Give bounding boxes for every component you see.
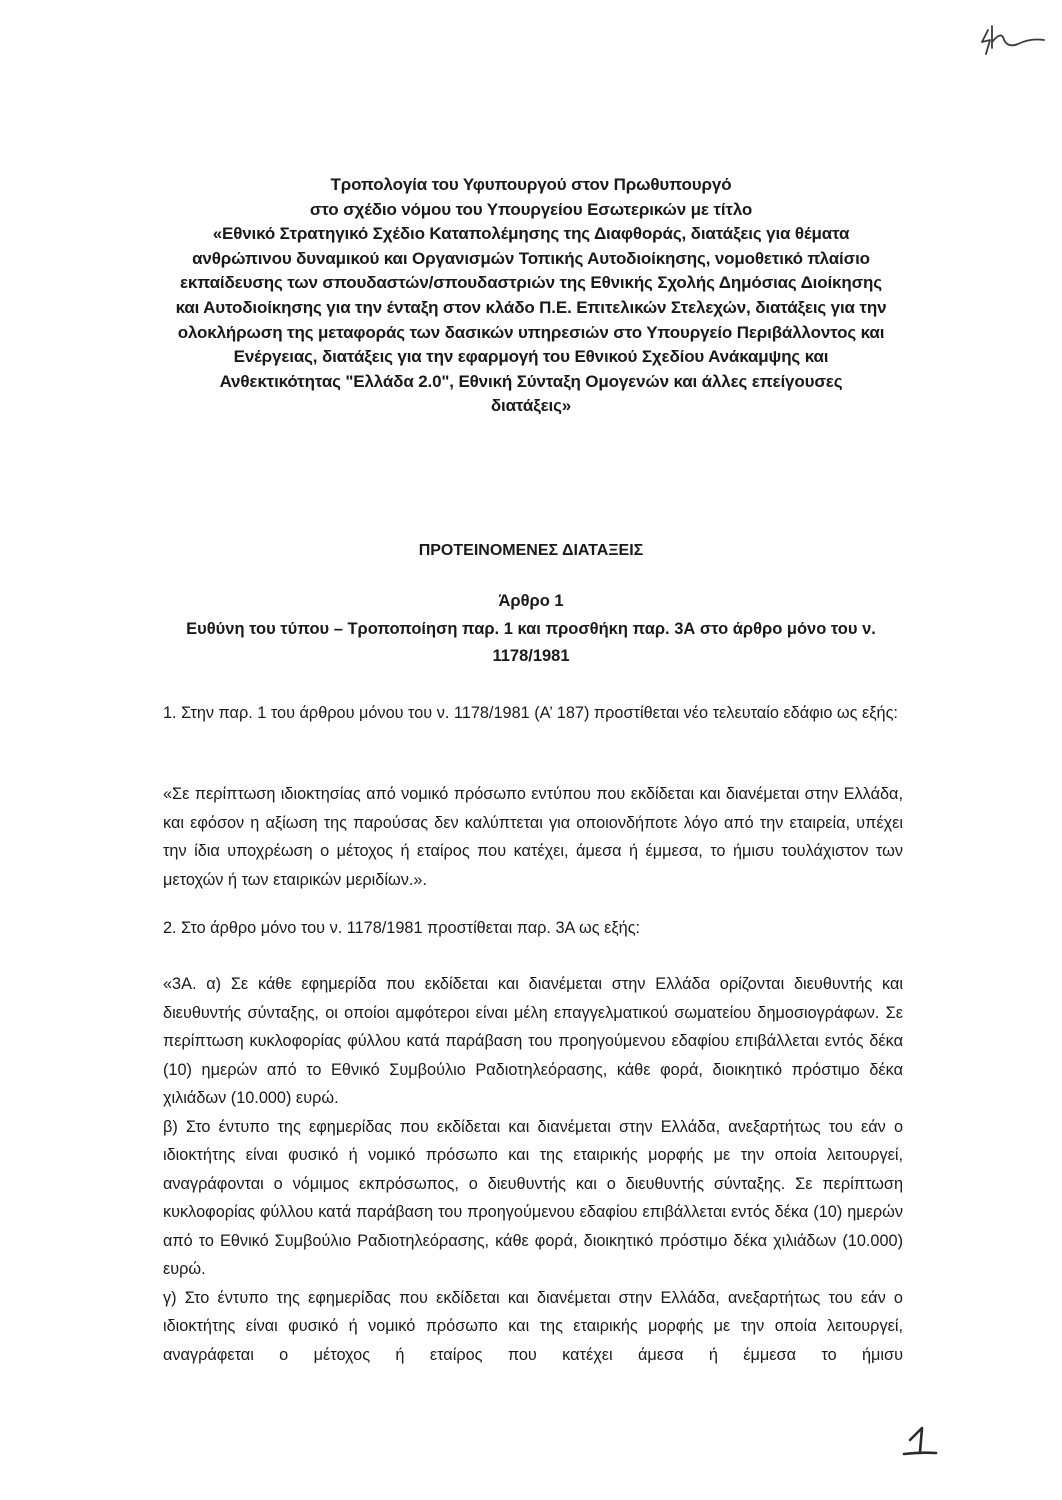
article-number: Άρθρο 1 — [498, 592, 564, 610]
title-line: διατάξεις» — [490, 396, 572, 416]
title-line: Ενέργειας, διατάξεις για την εφαρμογή του Εθνικού Σχεδίου Ανάκαμψης και — [233, 347, 829, 367]
paragraph-1: 1. Στην παρ. 1 του άρθρου μόνου του ν. 1178/1981 (Α’ 187) προστίθεται νέο τελευταίο εδάφιο ως εξής: — [163, 704, 898, 722]
handwritten-page-number-icon — [900, 1418, 950, 1460]
handwritten-initials-icon — [978, 18, 1048, 58]
title-line: στο σχέδιο νόμου του Υπουργείου Εσωτερικών με τίτλο — [309, 199, 753, 219]
title-line: Τροπολογία του Υφυπουργού στον Πρωθυπουργό — [330, 175, 732, 194]
paragraph-3a-gamma: γ) Στο έντυπο της εφημερίδας που εκδίδεται και διανέμεται στην Ελλάδα, ανεξαρτήτως του εάν ο ιδιοκτήτης είναι φυσικό ή νομικό πρόσωπο και της εταιρικής μορφής με την οποία λειτουργεί, αναγράφεται ο μέτοχος ή εταίρος που κατέχει άμεσα ή έμμεσα το ήμισυ — [163, 1288, 903, 1364]
article-title-line: Ευθύνη του τύπου – Τροποποίηση παρ. 1 και προσθήκη παρ. 3Α στο άρθρο μόνο του ν. — [186, 620, 876, 638]
title-line: ανθρώπινου δυναμικού και Οργανισμών Τοπικής Αυτοδιοίκησης, νομοθετικό πλαίσιο — [192, 248, 870, 268]
article-title-line: 1178/1981 — [492, 647, 570, 665]
title-line: και Αυτοδιοίκησης για την ένταξη στον κλάδο Π.Ε. Επιτελικών Στελεχών, διατάξεις για την — [175, 297, 887, 317]
paragraph-3a-block — [163, 970, 903, 1369]
article-title — [150, 616, 912, 670]
section-heading: ΠΡΟΤΕΙΝΟΜΕΝΕΣ ΔΙΑΤΑΞΕΙΣ — [418, 542, 644, 559]
paragraph-2: 2. Στο άρθρο μόνο του ν. 1178/1981 προστίθεται παρ. 3Α ως εξής: — [163, 919, 641, 937]
title-line: ολοκλήρωση της μεταφοράς των δασικών υπηρεσιών στο Υπουργείο Περιβάλλοντος και — [177, 322, 885, 342]
title-line: Ανθεκτικότητας "Ελλάδα 2.0", Εθνική Σύνταξη Ομογενών και άλλες επείγουσες — [219, 371, 843, 391]
paragraph-3a-beta: β) Στο έντυπο της εφημερίδας που εκδίδεται και διανέμεται στην Ελλάδα, ανεξαρτήτως του εάν ο ιδιοκτήτης είναι φυσικό ή νομικό πρόσωπο και της εταιρικής μορφής με την οποία λειτουργεί, αναγράφονται ο νόμιμος εκπρόσωπος, ο διευθυντής και ο διευθυντής σύνταξης. Σε περίπτωση κυκλοφορίας φύλλου κατά παράβαση του προηγούμενου εδαφίου επιβάλλεται εντός δέκα (10) ημερών από το Εθνικό Συμβούλιο Ραδιοτηλεόρασης, κάθε φορά, διοικητικό πρόστιμο δέκα χιλιάδων (10.000) ευρώ. — [163, 1117, 903, 1278]
quoted-paragraph: «Σε περίπτωση ιδιοκτησίας από νομικό πρόσωπο εντύπου που εκδίδεται και διανέμεται στην Ελλάδα, και εφόσον η αξίωση της παρούσας δεν καλύπτεται για οποιονδήποτε λόγο από την εταιρεία, υπέχει την ίδια υποχρέωση ο μέτοχος ή εταίρος που κατέχει, άμεσα ή έμμεσα, το ήμισυ τουλάχιστον των μετοχών ή των εταιρικών μεριδίων.». — [163, 785, 903, 889]
title-line: εκπαίδευσης των σπουδαστών/σπουδαστριών της Εθνικής Σχολής Δημόσιας Διοίκησης — [179, 273, 882, 293]
paragraph-3a-alpha: «3Α. α) Σε κάθε εφημερίδα που εκδίδεται και διανέμεται στην Ελλάδα ορίζονται διευθυντής και διευθυντής σύνταξης, οι οποίοι αμφότεροι είναι μέλη επαγγελματικού σωματείου δημοσιογράφων. Σε περίπτωση κυκλοφορίας φύλλου κατά παράβαση του προηγούμενου εδαφίου επιβάλλεται εντός δέκα (10) ημερών από το Εθνικό Συμβούλιο Ραδιοτηλεόρασης, κάθε φορά, διοικητικό πρόστιμο δέκα χιλιάδων (10.000) ευρώ. — [163, 975, 903, 1107]
amendment-title — [150, 173, 912, 419]
title-line: «Εθνικό Στρατηγικό Σχέδιο Καταπολέμησης της Διαφθοράς, διατάξεις για θέματα — [212, 224, 850, 244]
